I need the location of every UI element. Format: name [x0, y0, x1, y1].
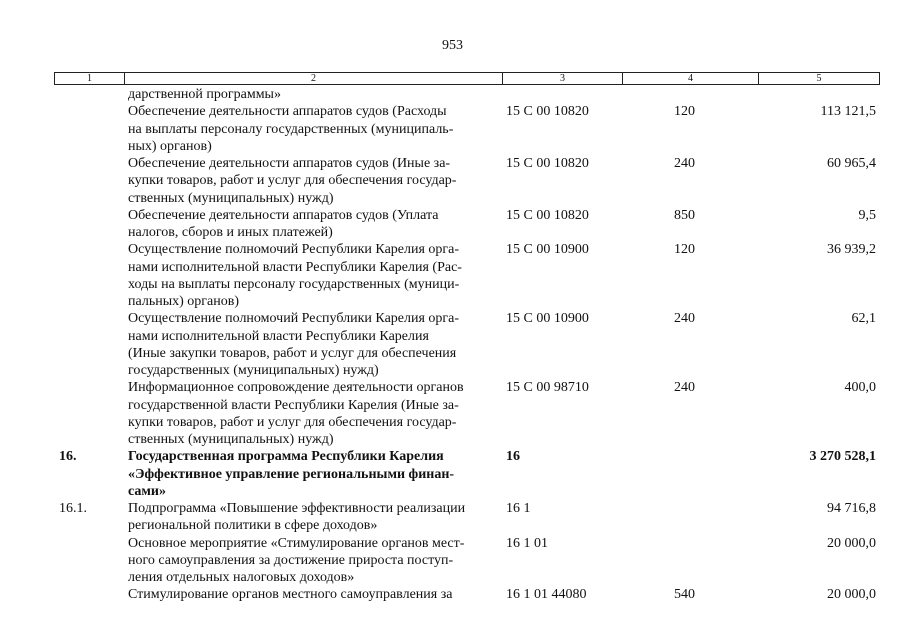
amount: 3 270 528,1 [809, 449, 876, 465]
expense-type: 540 [674, 587, 695, 603]
table-row [54, 241, 880, 310]
budget-code: 15 С 00 10900 [506, 242, 589, 258]
description-line: налогов, сборов и иных платежей) [128, 225, 333, 240]
description-line: ственных (муниципальных) нужд) [128, 190, 334, 206]
expense-type: 120 [674, 242, 695, 258]
amount [758, 86, 880, 103]
description-line: Обеспечение деятельности аппаратов судов (Иные за- [128, 156, 451, 171]
description-line: Информационное сопровождение деятельности органов [128, 380, 464, 396]
expense-type: 120 [674, 104, 695, 120]
row-description [54, 500, 502, 535]
row-description [54, 207, 502, 242]
table-row [54, 448, 880, 500]
column-header-2: 2 [125, 73, 503, 84]
row-description [54, 535, 502, 587]
description-line: Основное мероприятие «Стимулирование органов мест- [128, 535, 465, 551]
row-description [54, 155, 502, 207]
expense-type: 240 [674, 380, 695, 396]
expense-type: 850 [674, 207, 695, 223]
description-line: нами исполнительной власти Республики Карелия [128, 328, 429, 344]
expense-type: 240 [674, 311, 695, 327]
expense-type: 240 [674, 156, 695, 171]
budget-code: 16 1 [506, 501, 531, 516]
column-header-5: 5 [816, 73, 822, 84]
description-line: купки товаров, работ и услуг для обеспечения государ- [128, 173, 457, 189]
budget-code: 15 С 00 98710 [506, 380, 589, 396]
description-line: ственных (муниципальных) нужд) [128, 432, 334, 447]
column-header-3: 3 [503, 73, 623, 84]
budget-code: 15 С 00 10820 [506, 207, 589, 223]
description-line: дарственной программы» [128, 87, 281, 102]
table-row [54, 310, 880, 379]
row-number: 16.1. [59, 501, 87, 516]
description-line: государственной власти Республики Карелия (Иные за- [128, 397, 459, 413]
description-line: Подпрограмма «Повышение эффективности реализации [128, 501, 466, 516]
description-line: на выплаты персоналу государственных (муниципаль- [128, 121, 454, 137]
description-line: Осуществление полномочий Республики Карелия орга- [128, 311, 460, 327]
description-line: купки товаров, работ и услуг для обеспечения государ- [128, 414, 457, 430]
column-header-1: 1 [55, 73, 125, 84]
amount: 400,0 [844, 380, 876, 396]
row-description [54, 379, 502, 448]
description-line: Осуществление полномочий Республики Карелия орга- [128, 242, 460, 258]
amount: 62,1 [851, 311, 876, 327]
description-line: ления отдельных налоговых доходов» [128, 570, 355, 585]
budget-code: 16 1 01 44080 [506, 587, 587, 603]
budget-code: 16 [506, 449, 520, 465]
budget-code: 16 1 01 [506, 535, 548, 551]
budget-code: 15 С 00 10900 [506, 311, 589, 327]
column-header-row [54, 72, 880, 85]
row-description [54, 241, 502, 310]
expense-type [622, 535, 758, 587]
amount: 60 965,4 [827, 156, 876, 171]
budget-code: 15 С 00 10820 [506, 104, 589, 120]
description-line: «Эффективное управление региональными финан- [128, 466, 455, 482]
row-description [54, 310, 502, 379]
amount: 20 000,0 [827, 587, 876, 603]
description-line: государственных (муниципальных) нужд) [128, 363, 379, 378]
page-number: 953 [442, 38, 463, 53]
amount: 94 716,8 [827, 501, 876, 516]
row-description [54, 86, 502, 103]
description-line: (Иные закупки товаров, работ и услуг для обеспечения [128, 345, 457, 361]
description-line: ного самоуправления за достижение прироста поступ- [128, 552, 454, 568]
budget-table-body [54, 86, 880, 604]
description-line: региональной политики в сфере доходов» [128, 518, 378, 534]
table-row [54, 86, 880, 103]
description-line: пальных) органов) [128, 294, 239, 309]
table-row [54, 379, 880, 448]
table-row [54, 155, 880, 207]
description-line: Стимулирование органов местного самоуправления за [128, 587, 453, 603]
row-description [54, 586, 502, 603]
description-line: Государственная программа Республики Карелия [128, 449, 444, 465]
description-line: сами» [128, 483, 166, 499]
row-description [54, 103, 502, 155]
table-row [54, 207, 880, 242]
row-description [54, 448, 502, 500]
column-header-4: 4 [623, 73, 759, 84]
amount: 113 121,5 [820, 104, 876, 120]
description-line: Обеспечение деятельности аппаратов судов (Уплата [128, 207, 439, 223]
row-number: 16. [59, 449, 77, 465]
description-line: ных) органов) [128, 138, 212, 154]
table-row [54, 500, 880, 535]
table-row [54, 535, 880, 587]
description-line: Обеспечение деятельности аппаратов судов (Расходы [128, 104, 447, 120]
amount: 9,5 [858, 207, 876, 223]
table-row [54, 103, 880, 155]
amount: 36 939,2 [827, 242, 876, 258]
amount: 20 000,0 [827, 535, 876, 551]
table-row [54, 586, 880, 603]
budget-code: 15 С 00 10820 [506, 156, 589, 171]
expense-type [622, 500, 758, 535]
description-line: ходы на выплаты персоналу государственных (муници- [128, 276, 460, 292]
budget-code [502, 86, 622, 103]
expense-type [622, 448, 758, 500]
expense-type [622, 86, 758, 103]
description-line: нами исполнительной власти Республики Карелия (Рас- [128, 259, 462, 275]
